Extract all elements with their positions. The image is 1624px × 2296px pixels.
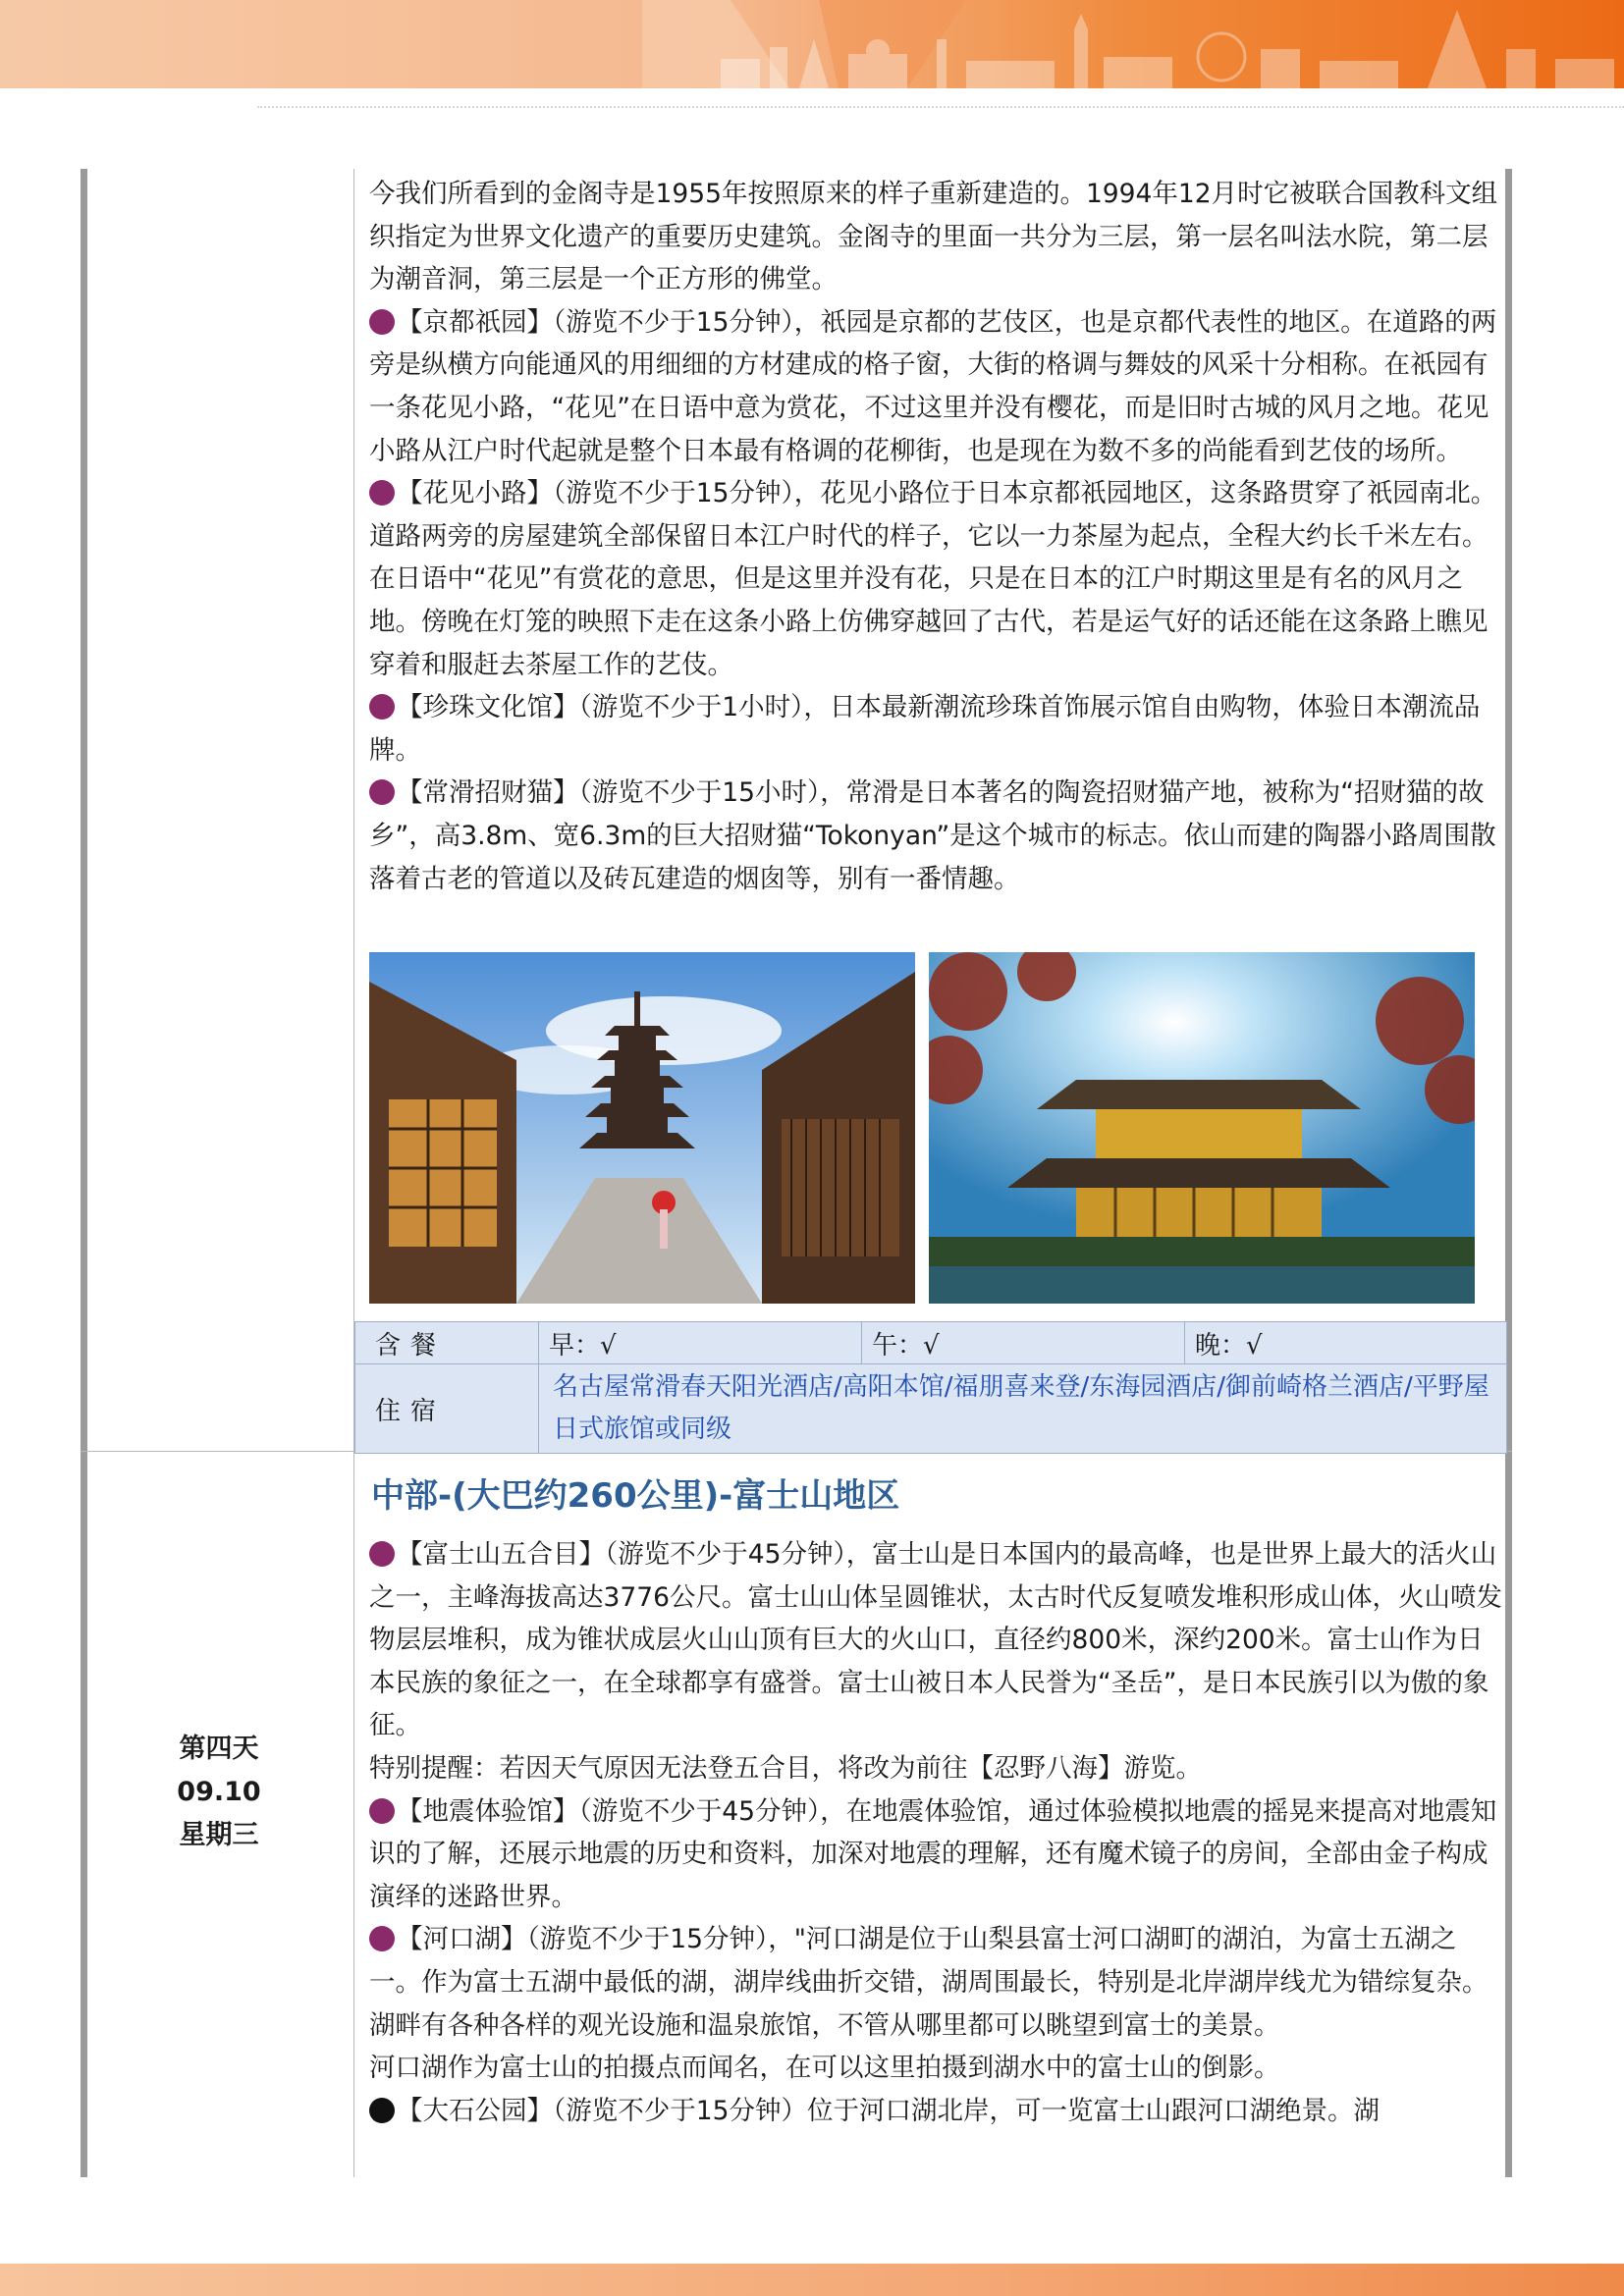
city-skyline-decoration	[642, 0, 1624, 88]
paragraph-kawaguchiko: 【河口湖】（游览不少于15分钟），"河口湖是位于山梨县富士河口湖町的湖泊，为富士五湖之一。作为富士五湖中最低的湖，湖岸线曲折交错，湖周围最长，特别是北岸湖岸线尤为错综复杂。湖畔有各种各样的观光设施和温泉旅馆，不管从哪里都可以眺望到富士的美景。	[369, 1924, 1489, 2041]
day-weekday: 星期三	[179, 1820, 259, 1850]
day4-description	[369, 1533, 1506, 2132]
breakfast-cell: 早：√	[539, 1322, 862, 1364]
paragraph-fuji-fifth-station: 【富士山五合目】（游览不少于45分钟），富士山是日本国内的最高峰，也是世界上最大的活火山之一，主峰海拔高达3776公尺。富士山山体呈圆锥状，太古时代反复喷发堆积形成山体，火山喷发物层层堆积，成为锥状成层火山山顶有巨大的火山口，直径约800米，深约200米。富士山作为日本民族的象征之一，在全球都享有盛誉。富士山被日本人民誉为“圣岳”，是日本民族引以为傲的象征。	[369, 1539, 1502, 1741]
header-banner	[0, 0, 1624, 88]
day-date: 09.10	[177, 1777, 261, 1807]
paragraph-kinkakuji: 今我们所看到的金阁寺是1955年按照原来的样子重新建造的。1994年12月时它被联合国教科文组织指定为世界文化遗产的重要历史建筑。金阁寺的里面一共分为三层，第一层名叫法水院，第二层为潮音洞，第三层是一个正方形的佛堂。	[369, 179, 1498, 295]
purple-bullet-icon	[369, 480, 395, 506]
hotel-list: 名古屋常滑春天阳光酒店/高阳本馆/福朋喜来登/东海园酒店/御前崎格兰酒店/平野屋日式旅馆或同级	[539, 1364, 1507, 1454]
paragraph-gion: 【京都祇园】（游览不少于15分钟），祇园是京都的艺伎区，也是京都代表性的地区。在道路的两旁是纵横方向能通风的用细细的方材建成的格子窗，大街的格调与舞妓的风采十分相称。在祇园有一条花见小路，“花见”在日语中意为赏花，不过这里并没有樱花，而是旧时古城的风月之地。花见小路从江户时代起就是整个日本最有格调的花柳街，也是现在为数不多的尚能看到艺伎的场所。	[369, 306, 1497, 466]
day4-route-title: 中部-(大巴约260公里)-富士山地区	[371, 1476, 900, 1516]
meals-lodging-table	[354, 1321, 1507, 1454]
purple-bullet-icon	[369, 694, 395, 720]
paragraph-kawaguchiko-photo: 河口湖作为富士山的拍摄点而闻名，在可以这里拍摄到湖水中的富士山的倒影。	[369, 2053, 1280, 2084]
meals-row	[355, 1322, 1507, 1364]
paragraph-hanamikoji: 【花见小路】（游览不少于15分钟），花见小路位于日本京都祇园地区，这条路贯穿了祇园南北。道路两旁的房屋建筑全部保留日本江户时代的样子，它以一力茶屋为起点，全程大约长千米左右。在日语中“花见”有赏花的意思，但是这里并没有花，只是在日本的江户时期这里是有名的风月之地。傍晚在灯笼的映照下走在这条小路上仿佛穿越回了古代，若是运气好的话还能在这条路上瞧见穿着和服赶去茶屋工作的艺伎。	[369, 478, 1497, 680]
day4-label	[137, 1728, 300, 1857]
dinner-cell: 晚：√	[1185, 1322, 1507, 1364]
kyoto-street-pagoda-photo	[369, 952, 915, 1304]
meals-label: 含餐	[355, 1322, 539, 1364]
lunch-cell: 午：√	[862, 1322, 1185, 1364]
day3-description	[369, 173, 1506, 900]
left-border	[81, 169, 87, 2177]
purple-bullet-icon	[369, 779, 395, 805]
purple-bullet-icon	[369, 1926, 395, 1951]
right-border	[1505, 169, 1512, 2177]
photo-row	[369, 952, 1479, 1306]
paragraph-pearl-museum: 【珍珠文化馆】（游览不少于1小时），日本最新潮流珍珠首饰展示馆自由购物，体验日本潮流品牌。	[369, 692, 1481, 766]
footer-bar	[0, 2264, 1624, 2296]
purple-bullet-icon	[369, 1541, 395, 1567]
paragraph-earthquake-museum: 【地震体验馆】（游览不少于45分钟），在地震体验馆，通过体验模拟地震的摇晃来提高对地震知识的了解，还展示地震的历史和资料，加深对地震的理解，还有魔术镜子的房间，全部由金子构成演绎的迷路世界。	[369, 1795, 1497, 1912]
paragraph-special-note: 特别提醒：若因天气原因无法登五合目，将改为前往【忍野八海】游览。	[369, 1752, 1202, 1784]
lodging-label: 住宿	[355, 1364, 539, 1454]
kinkakuji-golden-pavilion-photo	[929, 952, 1475, 1304]
day-number: 第四天	[179, 1734, 259, 1764]
header-dotted-rule	[257, 106, 1624, 108]
black-bullet-icon	[369, 2098, 395, 2123]
paragraph-oishi-park: 【大石公园】（游览不少于15分钟）位于河口湖北岸，可一览富士山跟河口湖绝景。湖	[369, 2090, 1506, 2133]
lodging-row	[355, 1364, 1507, 1454]
purple-bullet-icon	[369, 1798, 395, 1824]
purple-bullet-icon	[369, 309, 395, 335]
paragraph-tokoname: 【常滑招财猫】（游览不少于15小时），常滑是日本著名的陶瓷招财猫产地，被称为“招财猫的故乡”，高3.8m、宽6.3m的巨大招财猫“Tokonyan”是这个城市的标志。依山而建的陶器小路周围散落着古老的管道以及砖瓦建造的烟囱等，别有一番情趣。	[369, 777, 1496, 894]
column-divider	[353, 169, 354, 2177]
